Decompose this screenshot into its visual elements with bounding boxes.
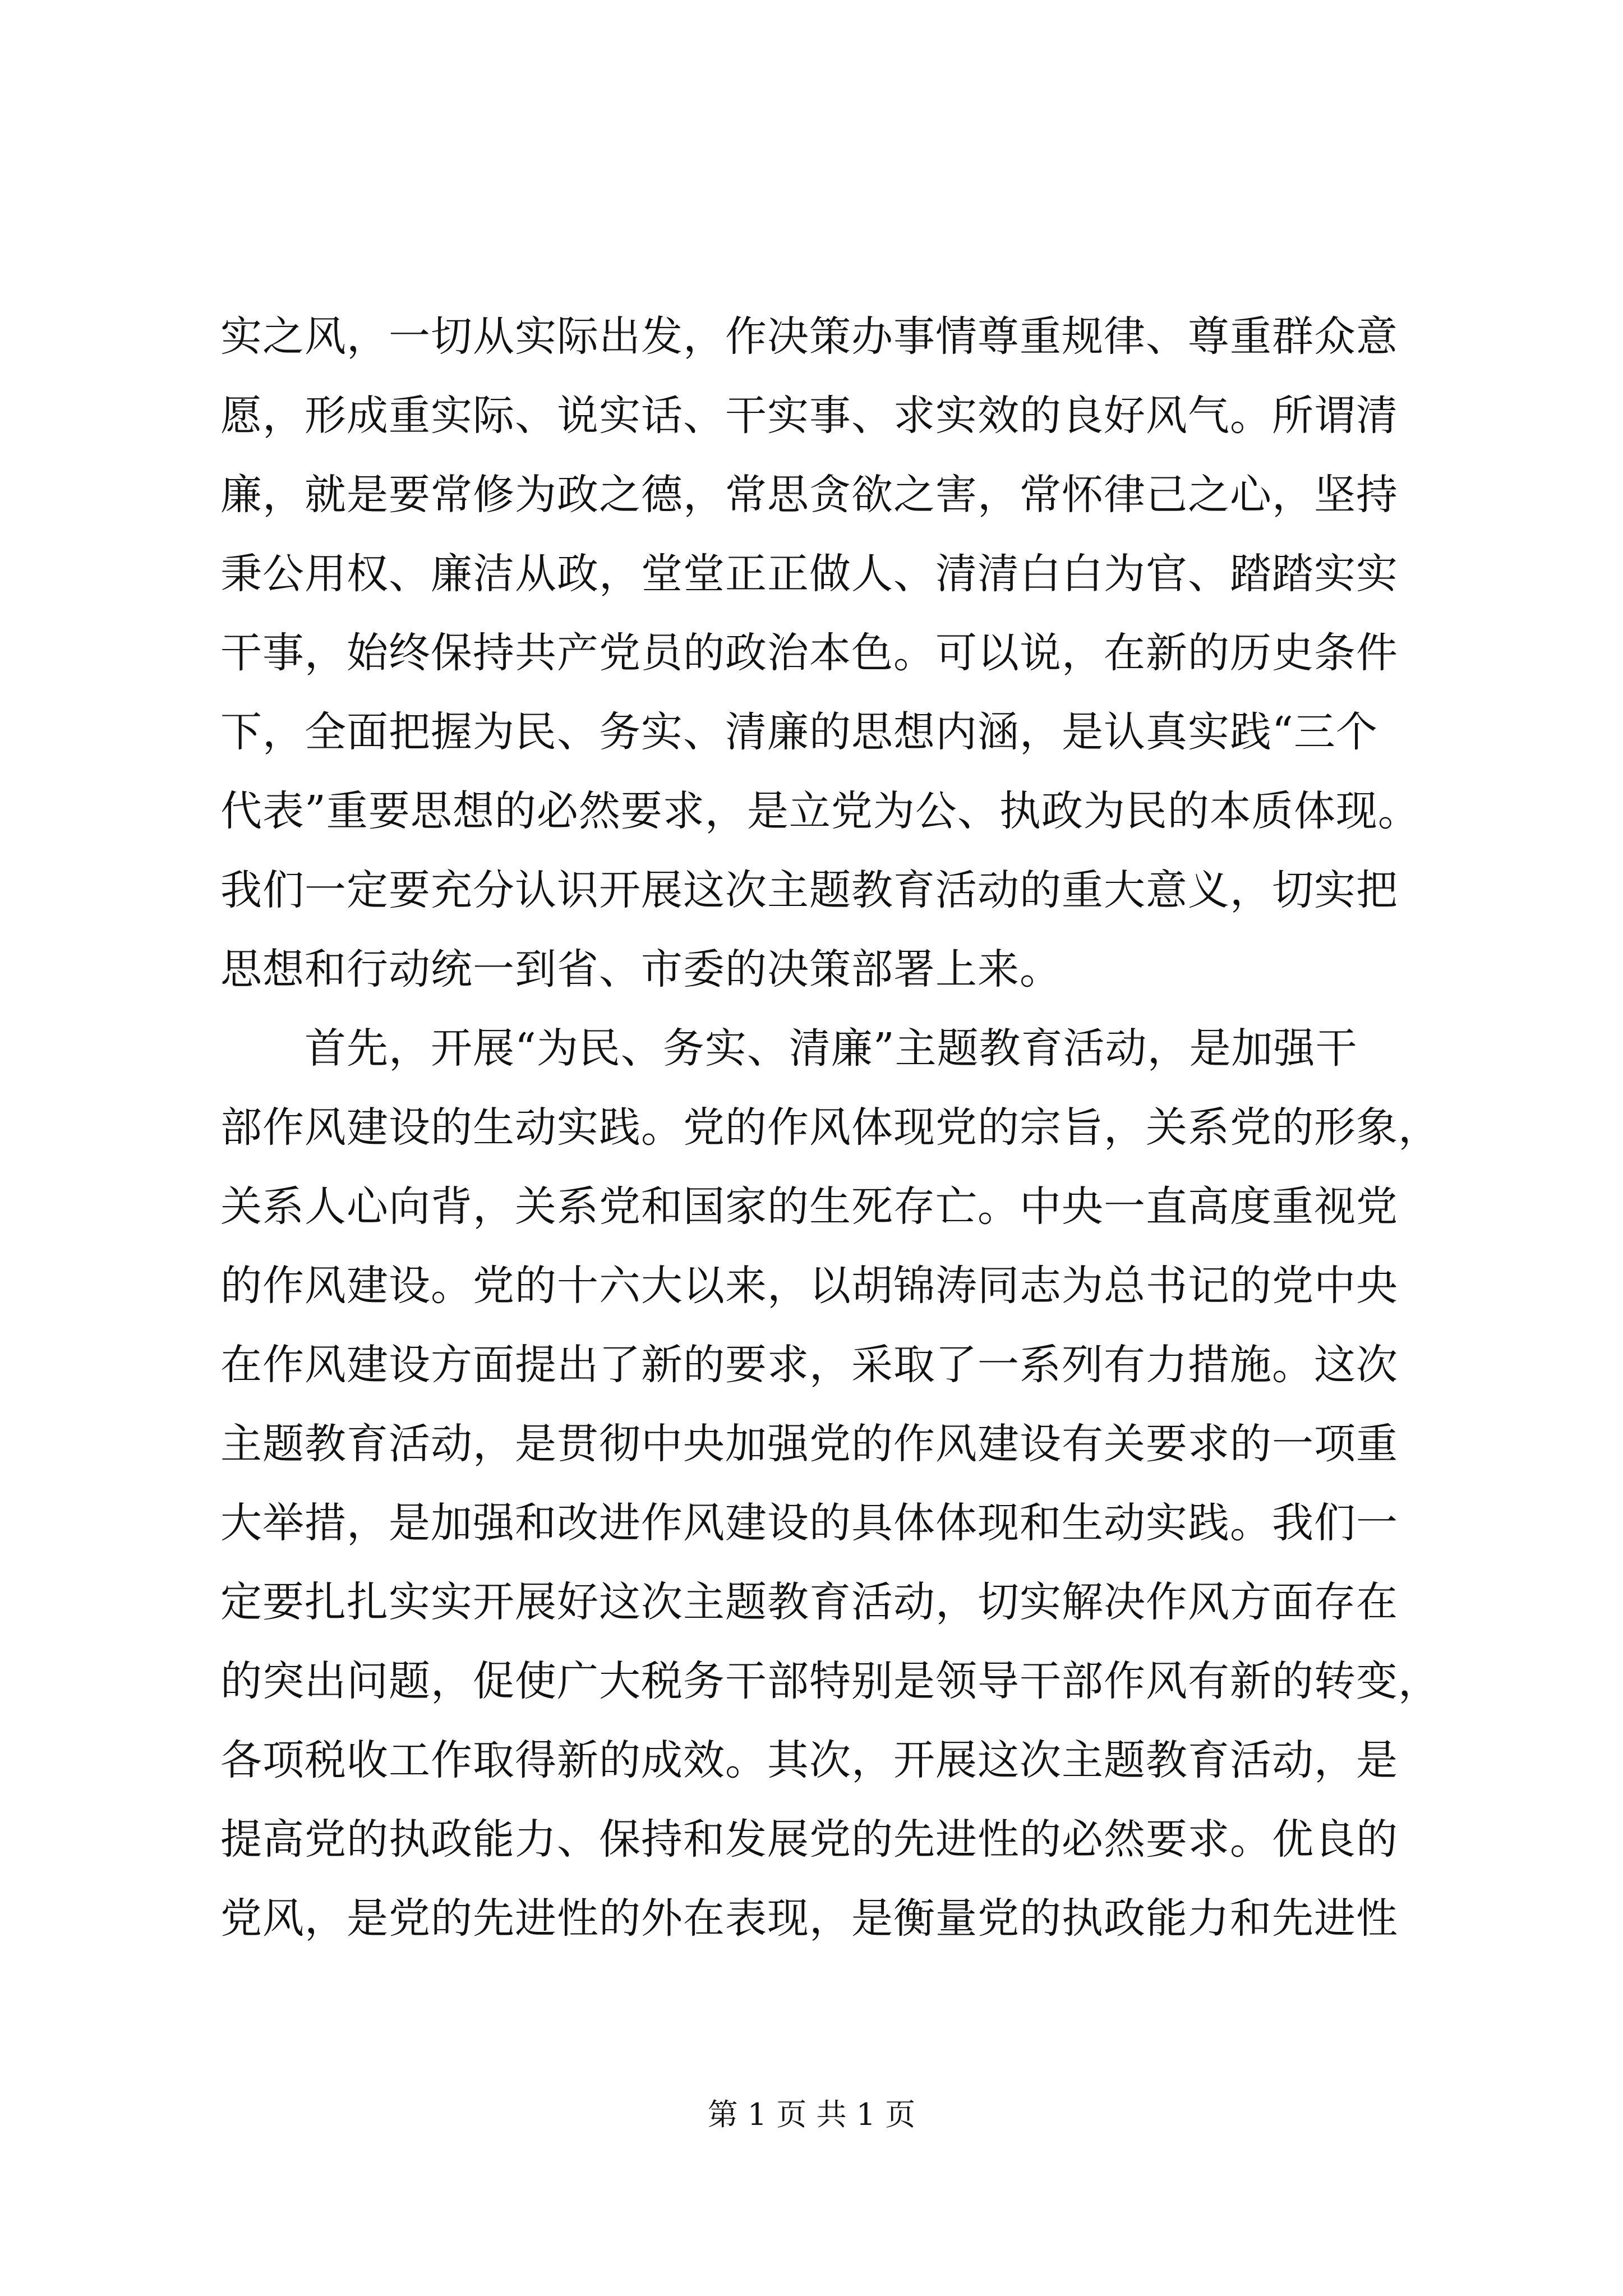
text-line: 实之风，一切从实际出发，作决策办事情尊重规律、尊重群众意 [220, 312, 1398, 361]
text-line: 廉，就是要常修为政之德，常思贪欲之害，常怀律己之心，坚持 [220, 471, 1398, 519]
text-line: 提高党的执政能力、保持和发展党的先进性的必然要求。优良的 [220, 1815, 1398, 1864]
text-line: 大举措，是加强和改进作风建设的具体体现和生动实践。我们一 [220, 1499, 1398, 1547]
text-line: 主题教育活动，是贯彻中央加强党的作风建设有关要求的一项重 [220, 1420, 1398, 1468]
text-line: 我们一定要充分认识开展这次主题教育活动的重大意义，切实把 [220, 866, 1398, 914]
document-body [220, 297, 1440, 1958]
text-line: 党风，是党的先进性的外在表现，是衡量党的执政能力和先进性 [220, 1894, 1398, 1943]
text-line: 代表”重要思想的必然要求，是立党为公、执政为民的本质体现。 [220, 787, 1420, 835]
text-line: 下，全面把握为民、务实、清廉的思想内涵，是认真实践“三个 [220, 708, 1378, 756]
text-line: 部作风建设的生动实践。党的作风体现党的宗旨，关系党的形象， [220, 1103, 1440, 1152]
text-line: 关系人心向背，关系党和国家的生死存亡。中央一直高度重视党 [220, 1182, 1398, 1231]
page-number-footer: 第 1 页 共 1 页 [707, 2097, 916, 2132]
text-line: 各项税收工作取得新的成效。其次，开展这次主题教育活动，是 [220, 1736, 1398, 1784]
text-line: 干事，始终保持共产党员的政治本色。可以说，在新的历史条件 [220, 629, 1398, 677]
text-line: 愿，形成重实际、说实话、干实事、求实效的良好风气。所谓清 [220, 392, 1398, 440]
text-line: 的突出问题，促使广大税务干部特别是领导干部作风有新的转变， [220, 1657, 1440, 1705]
text-line: 在作风建设方面提出了新的要求，采取了一系列有力措施。这次 [220, 1341, 1398, 1389]
text-line: 首先，开展“为民、务实、清廉”主题教育活动，是加强干 [220, 1024, 1358, 1073]
text-line: 的作风建设。党的十六大以来，以胡锦涛同志为总书记的党中央 [220, 1262, 1398, 1310]
text-line: 定要扎扎实实开展好这次主题教育活动，切实解决作风方面存在 [220, 1578, 1398, 1626]
text-line: 思想和行动统一到省、市委的决策部署上来。 [220, 945, 1062, 993]
text-line: 秉公用权、廉洁从政，堂堂正正做人、清清白白为官、踏踏实实 [220, 550, 1398, 598]
